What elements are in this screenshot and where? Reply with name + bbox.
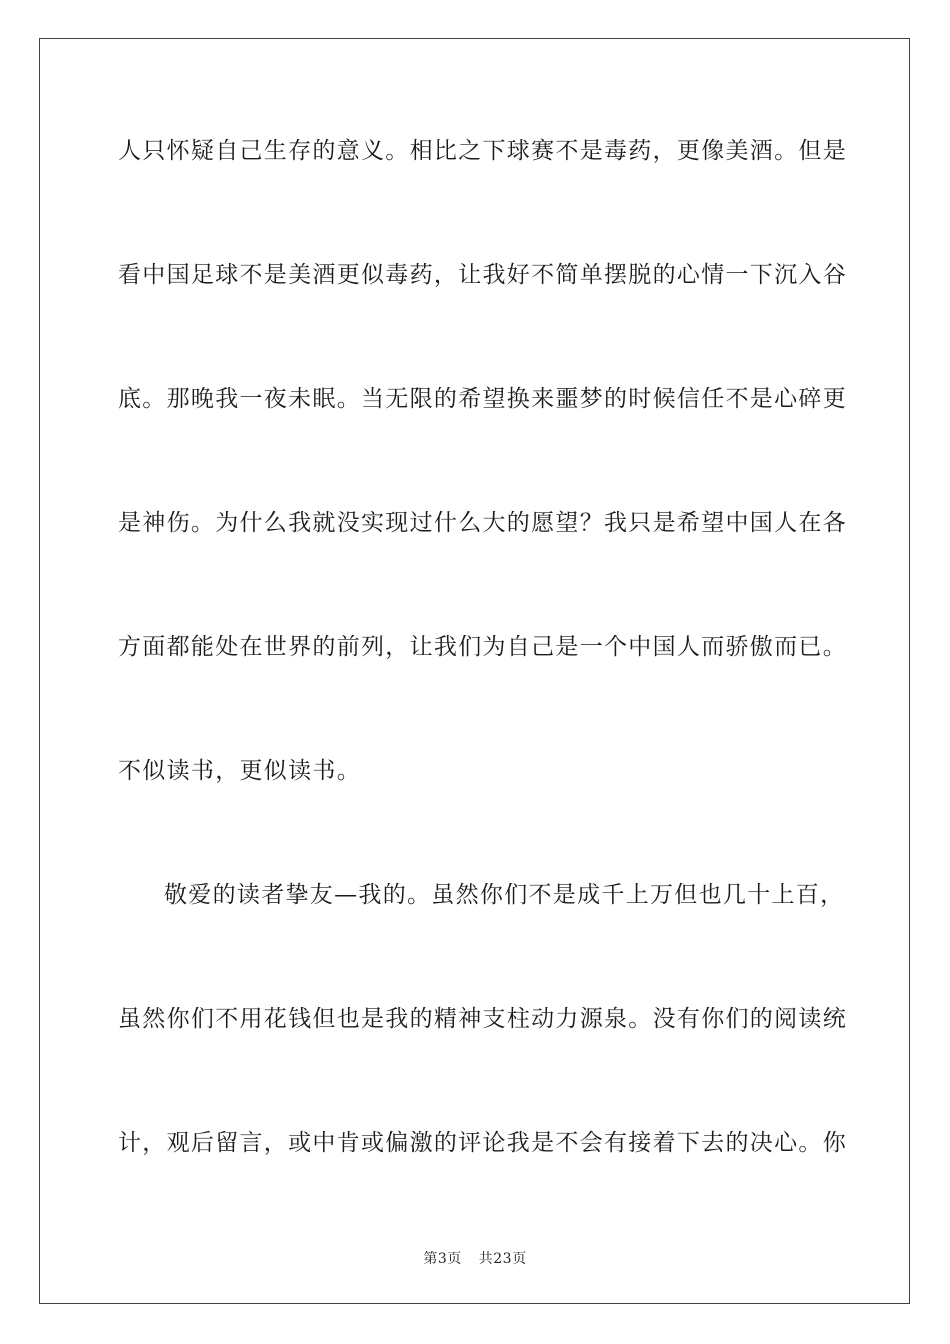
body-line-1: 人只怀疑自己生存的意义。相比之下球赛不是毒药，更像美酒。但是 (118, 138, 847, 164)
body-line-5: 方面都能处在世界的前列，让我们为自己是一个中国人而骄傲而已。 (118, 634, 847, 660)
total-pages: 共23页 (478, 1251, 527, 1267)
body-line-6: 不似读书，更似读书。 (118, 758, 361, 784)
page-frame (39, 38, 910, 1304)
body-line-3: 底。那晚我一夜未眠。当无限的希望换来噩梦的时候信任不是心碎更 (118, 386, 847, 412)
body-line-4: 是神伤。为什么我就没实现过什么大的愿望？我只是希望中国人在各 (118, 510, 847, 536)
page-footer (0, 1248, 950, 1268)
body-line-7: 敬爱的读者挚友—我的。虽然你们不是成千上万但也几十上百， (164, 882, 845, 908)
body-line-8: 虽然你们不用花钱但也是我的精神支柱动力源泉。没有你们的阅读统 (118, 1006, 847, 1032)
body-line-9: 计，观后留言，或中肯或偏激的评论我是不会有接着下去的决心。你 (118, 1130, 847, 1156)
body-line-2: 看中国足球不是美酒更似毒药，让我好不简单摆脱的心情一下沉入谷 (118, 262, 847, 288)
current-page-number: 第3页 (423, 1251, 462, 1267)
